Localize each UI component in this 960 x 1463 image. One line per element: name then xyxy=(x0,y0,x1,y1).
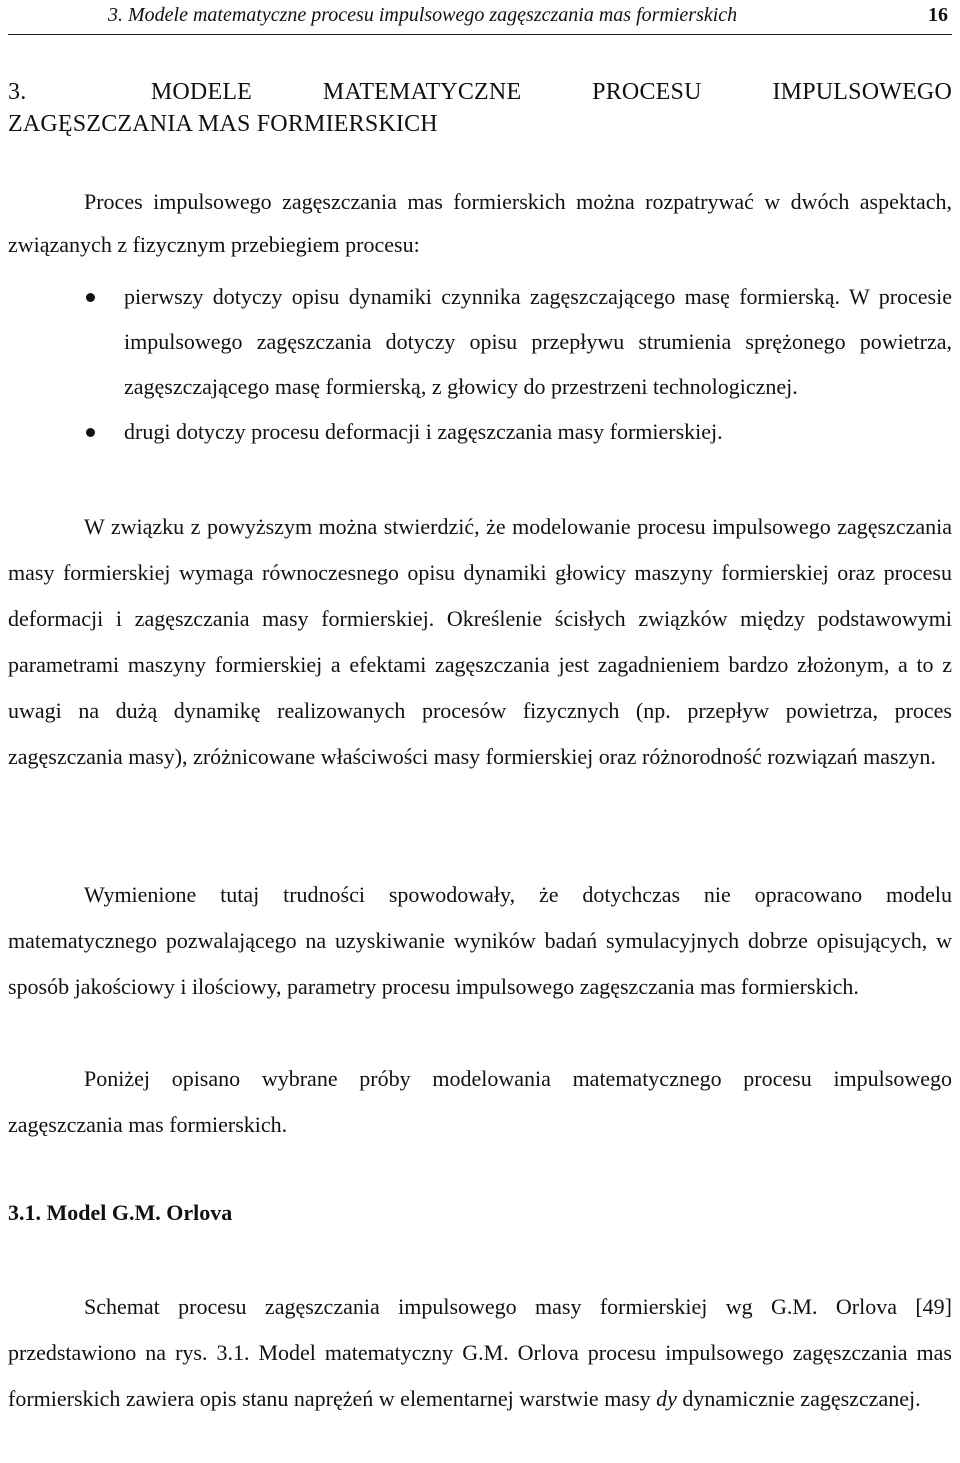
chapter-title-line-2: ZAGĘSZCZANIA MAS FORMIERSKICH xyxy=(8,111,438,137)
paragraph-difficulties-text: Wymienione tutaj trudności spowodowały, że dotychczas nie opracowano modelu matematycznego pozwalającego na uzyskiwanie wyników badań symulacyjnych dobrze opisujących, w sposób jakościowy i ilościowy, parametry procesu impulsowego zagęszczania mas formierskich. xyxy=(8,882,952,999)
chapter-number: 3. xyxy=(8,79,27,105)
chapter-title-word: MATEMATYCZNE xyxy=(322,79,522,105)
bullet-dot-icon xyxy=(86,428,95,437)
bullet-item-first xyxy=(8,274,952,409)
paragraph-conclusion-text: W związku z powyższym można stwierdzić, że modelowanie procesu impulsowego zagęszczania masy formierskiej wymaga równoczesnego opisu dynamiki głowicy maszyny formierskiej oraz procesu deformacji i zagęszczania masy formierskiej. Określenie ścisłych związków między podstawowymi parametrami maszyny formierskiej a efektami zagęszczania jest zagadnieniem bardzo złożonym, a to z uwagi na dużą dynamikę realizowanych procesów fizycznych (np. przepływ powietrza, proces zagęszczania masy), zróżnicowane właściwości masy formierskiej oraz różnorodność rozwiązań maszyn. xyxy=(8,514,952,769)
paragraph-orlov-model xyxy=(8,1284,952,1422)
paragraph-attempts xyxy=(8,1056,952,1148)
running-header xyxy=(8,0,952,35)
bullet-item-second xyxy=(8,409,952,454)
paragraph-conclusion xyxy=(8,504,952,780)
paragraph-text-part: dynamicznie zagęszczanej. xyxy=(676,1386,921,1411)
paragraph-intro xyxy=(8,180,952,266)
variable-dy: dy xyxy=(656,1386,677,1411)
running-header-title: 3. Modele matematyczne procesu impulsowego zagęszczania mas formierskich xyxy=(108,4,738,26)
paragraph-orlov-model-text xyxy=(8,1284,952,1422)
chapter-title-line-1 xyxy=(8,76,952,108)
chapter-title xyxy=(8,76,952,140)
page-number: 16 xyxy=(928,4,948,26)
paragraph-intro-text: Proces impulsowego zagęszczania mas formierskich można rozpatrywać w dwóch aspektach, związanych z fizycznym przebiegiem procesu: xyxy=(8,189,952,257)
bullet-item-text: drugi dotyczy procesu deformacji i zagęszczania masy formierskiej. xyxy=(124,419,723,444)
paragraph-difficulties xyxy=(8,872,952,1010)
chapter-title-word: PROCESU xyxy=(592,79,702,105)
bullet-item-text: pierwszy dotyczy opisu dynamiki czynnika zagęszczającego masę formierską. W procesie impulsowego zagęszczania dotyczy opisu przepływu strumienia sprężonego powietrza, zagęszczającego masę formierską, z głowicy do przestrzeni technologicznej. xyxy=(124,284,952,399)
bullet-dot-icon xyxy=(86,293,95,302)
bullet-list xyxy=(8,274,952,454)
paragraph-attempts-text: Poniżej opisano wybrane próby modelowania matematycznego procesu impulsowego zagęszczania mas formierskich. xyxy=(8,1066,952,1137)
chapter-title-word: MODELE xyxy=(150,79,253,105)
chapter-title-word: IMPULSOWEGO xyxy=(772,79,952,105)
section-heading: 3.1. Model G.M. Orlova xyxy=(8,1200,233,1225)
paragraph-text-part: Schemat procesu zagęszczania impulsowego masy formierskiej wg G.M. Orlova [49] przedstawiono na rys. 3.1. Model matematyczny G.M. Orlova procesu impulsowego zagęszczania mas formierskich zawiera opis stanu naprężeń w elementarnej warstwie masy xyxy=(8,1294,952,1411)
